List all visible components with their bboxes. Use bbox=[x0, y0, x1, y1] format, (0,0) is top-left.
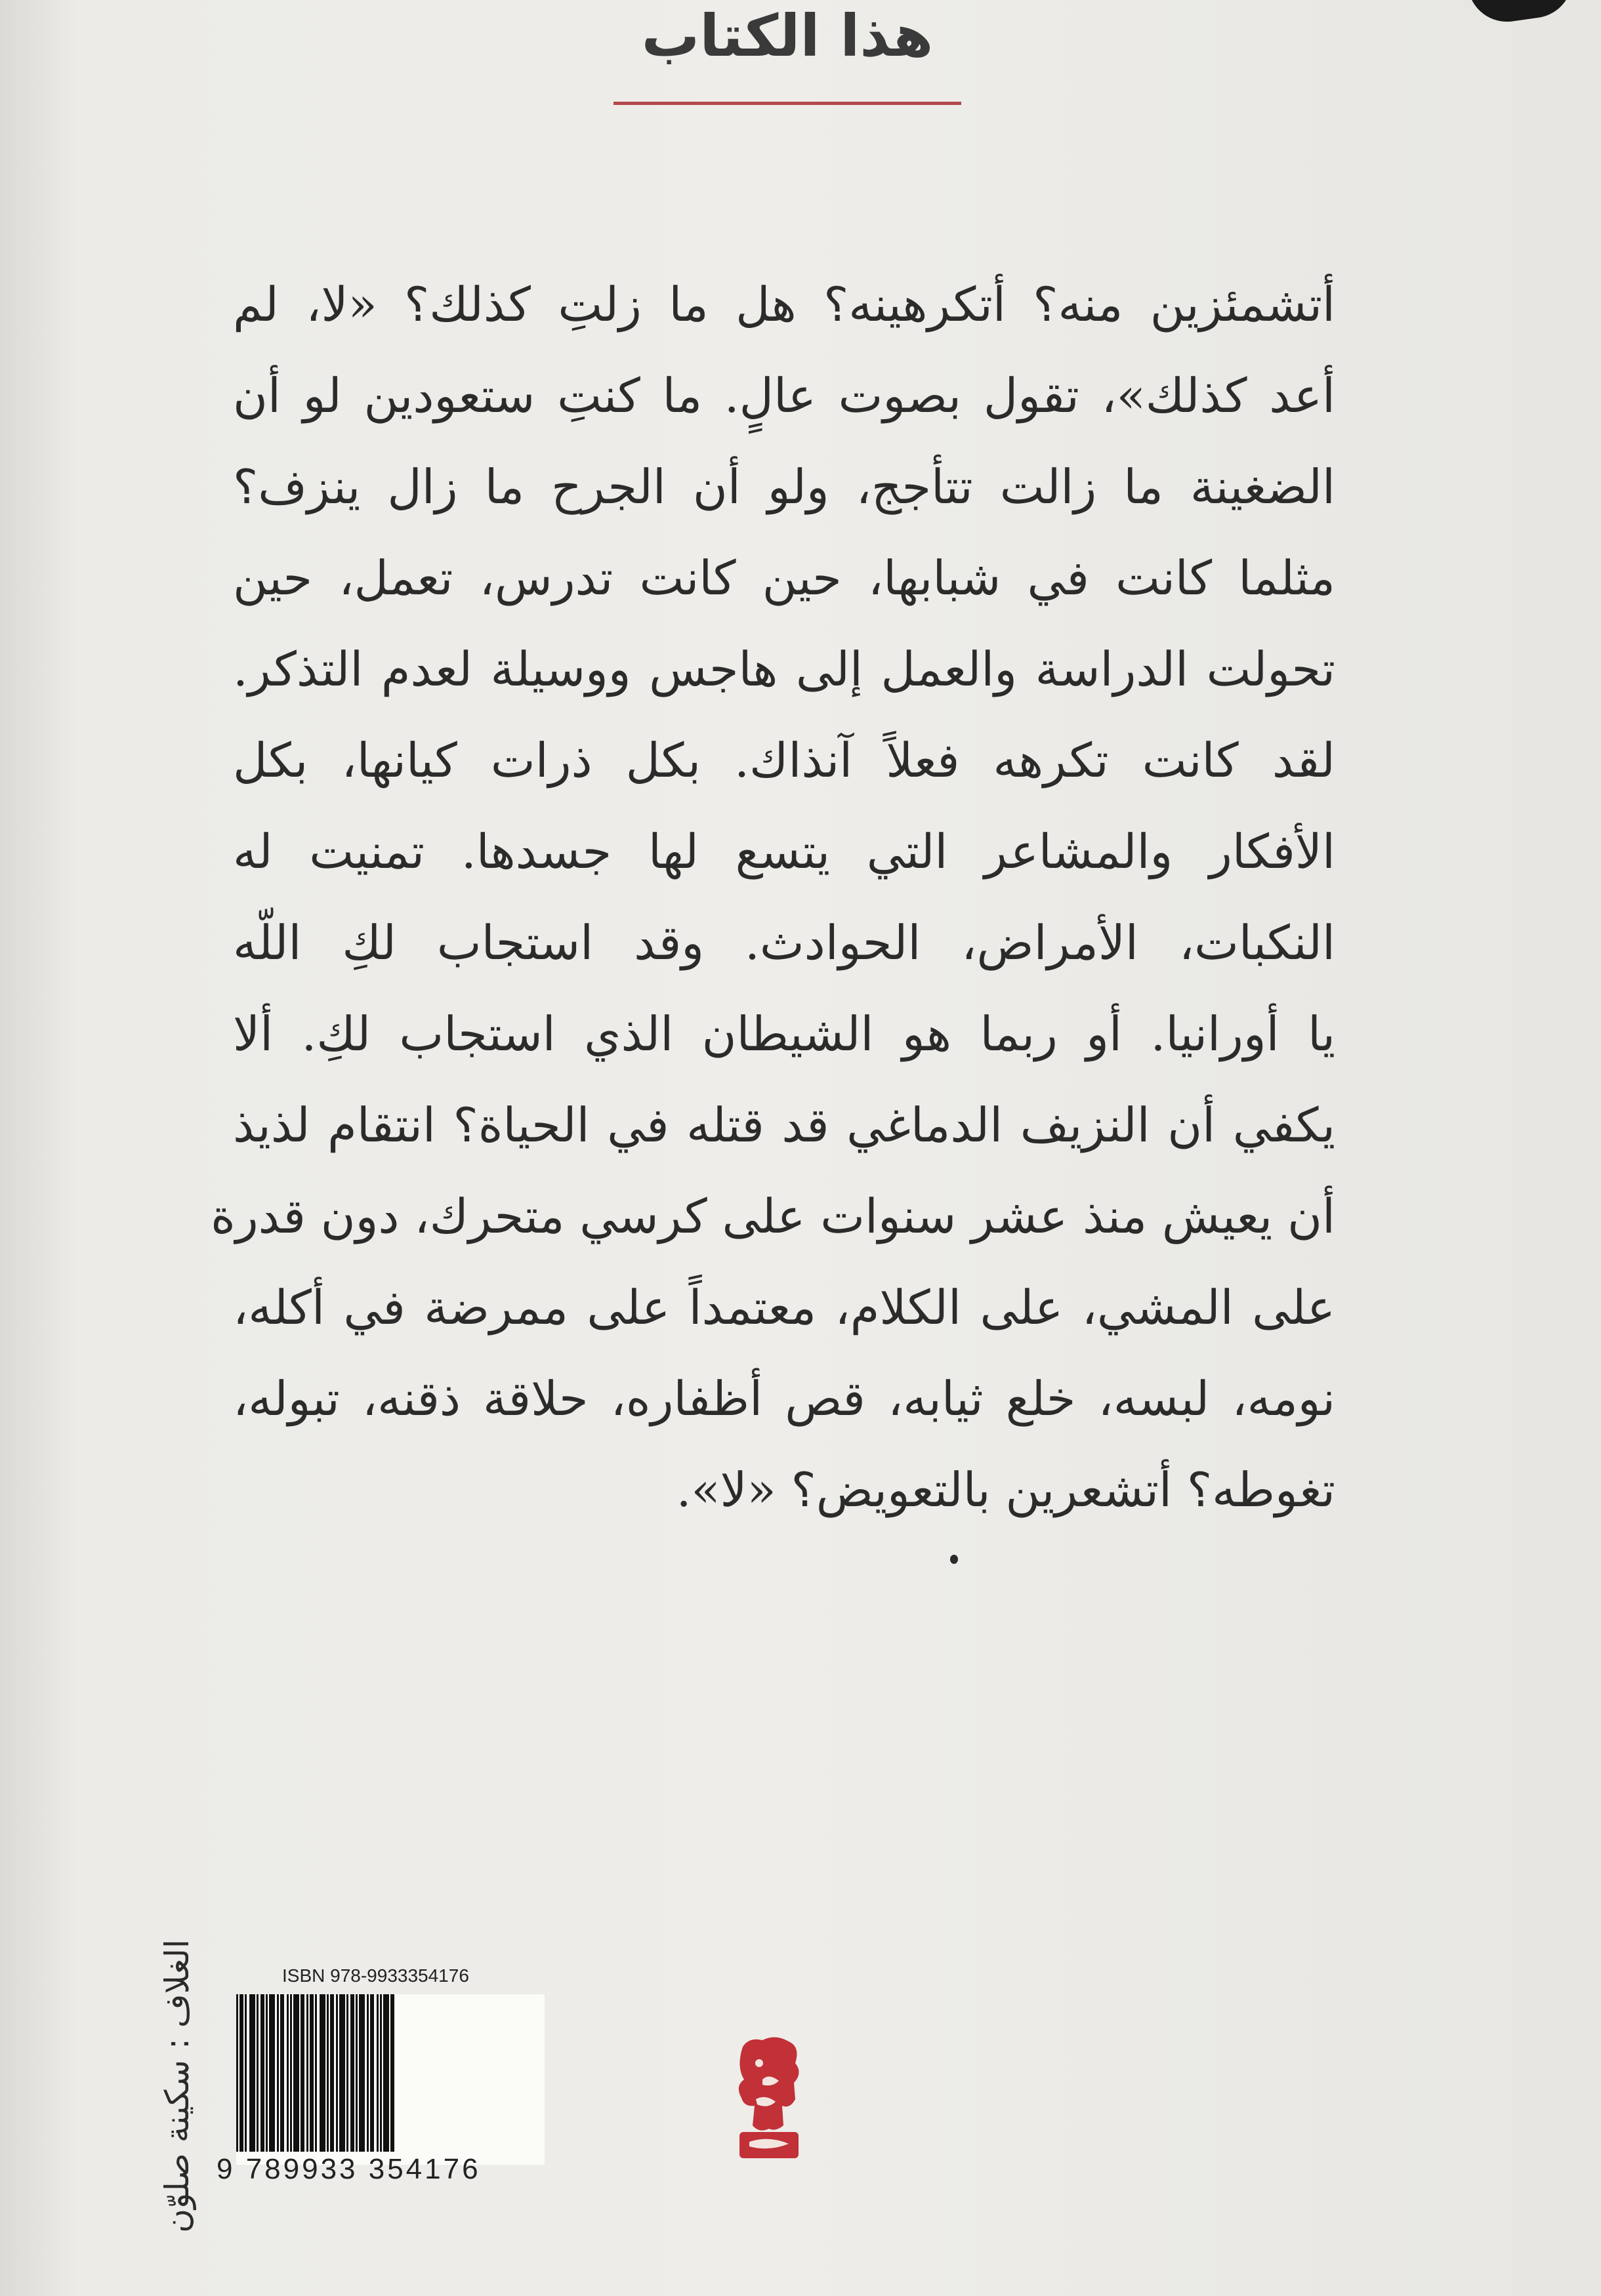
cover-credit-text: الغلاف : سكينة صلوّن bbox=[158, 1939, 196, 2233]
barcode-icon bbox=[236, 1994, 545, 2165]
publisher-logo-icon bbox=[730, 2034, 808, 2165]
blurb-line: الضغينة ما زالت تتأجج، ولو أن الجرح ما زال ينزف؟ bbox=[233, 459, 1335, 514]
blurb-line: تحولت الدراسة والعمل إلى هاجس ووسيلة لعدم التذكر. bbox=[233, 642, 1335, 697]
cover-credit bbox=[151, 1889, 203, 2283]
page-title: هذا الكتاب bbox=[641, 2, 934, 70]
barcode-bar bbox=[269, 1994, 275, 2152]
blurb-line: الأفكار والمشاعر التي يتسع لها جسدها. تمنيت له bbox=[233, 824, 1335, 879]
barcode-bar bbox=[383, 1994, 389, 2152]
blurb-line: لقد كانت تكرهه فعلاً آنذاك. بكل ذرات كيانها، بكل bbox=[233, 733, 1335, 788]
ornament-dot bbox=[950, 1555, 958, 1564]
barcode-bar bbox=[293, 1994, 299, 2152]
isbn-label: ISBN 978-9933354176 bbox=[282, 1965, 469, 1986]
blurb-text bbox=[211, 259, 1335, 1536]
barcode-gap bbox=[394, 1994, 396, 2152]
blurb-line: يكفي أن النزيف الدماغي قد قتله في الحياة؟ انتقام لذيذ bbox=[233, 1097, 1335, 1153]
corner-decoration bbox=[1467, 0, 1577, 27]
barcode-bar bbox=[249, 1994, 255, 2152]
blurb-line: تغوطه؟ أتشعرين بالتعويض؟ «لا». bbox=[676, 1462, 1335, 1517]
barcode-bar bbox=[359, 1994, 365, 2152]
isbn-digits: 9 789933 354176 bbox=[217, 2153, 481, 2185]
blurb-line: أعد كذلك»، تقول بصوت عالٍ. ما كنتِ ستعودين لو أن bbox=[233, 368, 1335, 423]
blurb-line: أن يعيش منذ عشر سنوات على كرسي متحرك، دون قدرة bbox=[211, 1189, 1335, 1244]
blurb-line: نومه، لبسه، خلع ثيابه، قص أظفاره، حلاقة ذقنه، تبوله، bbox=[233, 1371, 1335, 1426]
blurb-line: مثلما كانت في شبابها، حين كانت تدرس، تعمل، حين bbox=[233, 550, 1335, 605]
blurb-line: يا أورانيا. أو ربما هو الشيطان الذي استجاب لكِ. ألا bbox=[233, 1006, 1335, 1061]
blurb-line: النكبات، الأمراض، الحوادث. وقد استجاب لكِ اللّه bbox=[233, 915, 1335, 970]
blurb-line: على المشي، على الكلام، معتمداً على ممرضة في أكله، bbox=[233, 1280, 1335, 1335]
barcode-bar bbox=[320, 1994, 325, 2152]
blurb-line: أتشمئزين منه؟ أتكرهينه؟ هل ما زلتِ كذلك؟ «لا، لم bbox=[233, 277, 1335, 332]
barcode-bar bbox=[339, 1994, 345, 2152]
title-underline bbox=[613, 102, 961, 105]
